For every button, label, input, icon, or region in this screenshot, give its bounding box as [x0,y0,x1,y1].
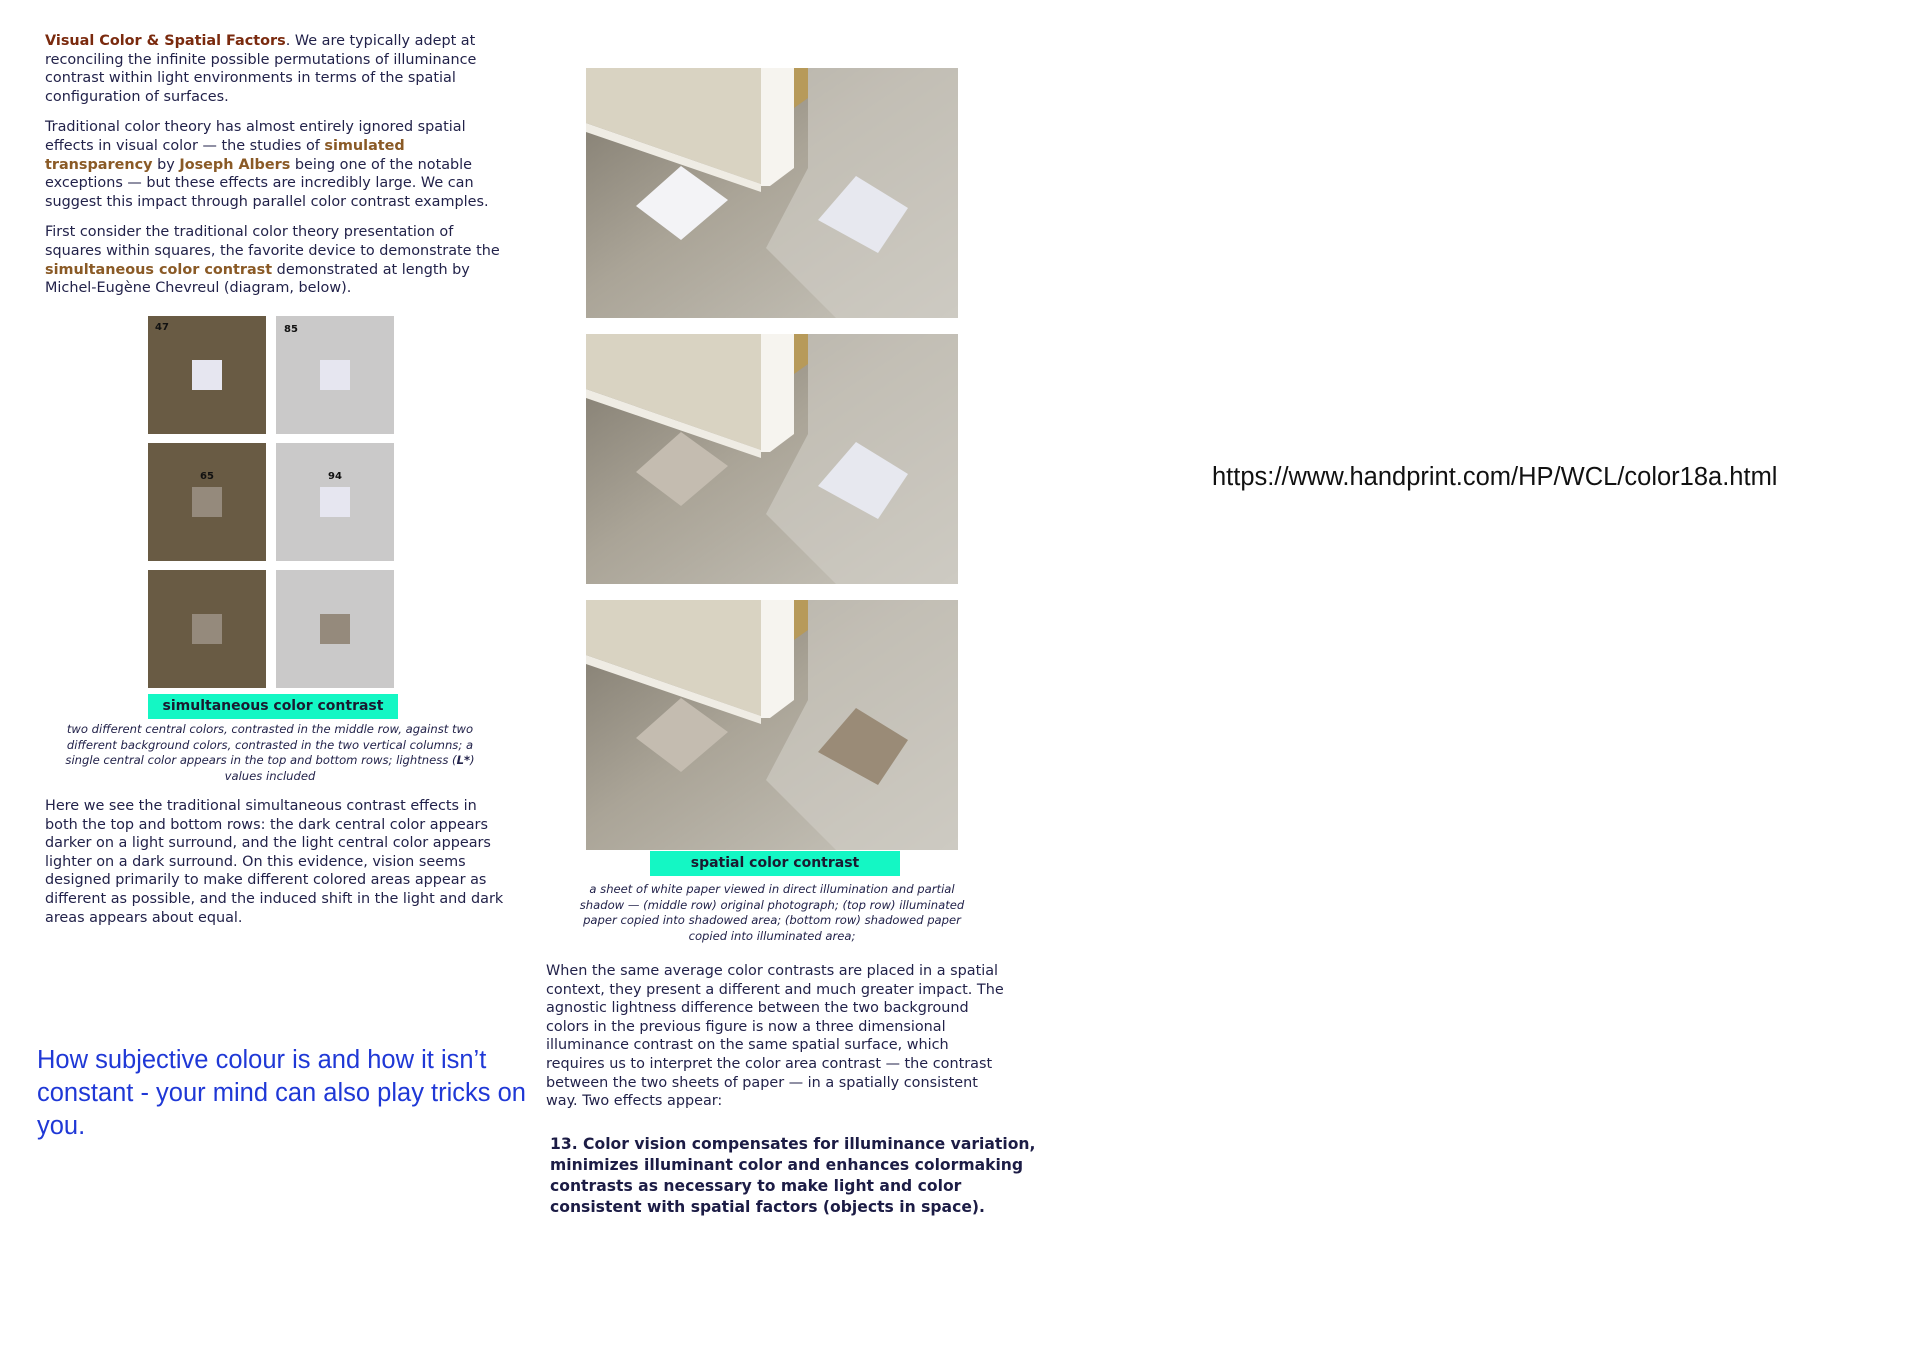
diagram-cell-light-bottom [276,570,394,688]
rule-13: 13. Color vision compensates for illuminance variation, minimizes illuminant color and enhances colormaking contrasts as necessary to make light and color consistent with spatial factors (objects in space). [550,1135,1036,1216]
diagram-cell-light-middle [276,443,394,561]
photo-illuminated-copy [586,68,958,318]
paragraph-text: demonstrated at length by Michel-Eugène Chevreul (diagram, below). [45,261,470,297]
caption-bold: L* [456,753,471,768]
simultaneous-contrast-link[interactable]: simultaneous color contrast [45,261,273,278]
contrast-effects-paragraph: Here we see the traditional simultaneous contrast effects in both the top and bottom rows: the dark central color appears darker on a light surround, and the light central color appears lighter on a dark surround. On this evidence, vision seems designed primarily to make different colored areas appear as different as possible, and the induced shift in the light and dark areas appears about equal. [45,798,504,926]
central-square [192,360,222,390]
lightness-label: 94 [328,471,342,482]
lightness-label: 47 [155,322,169,333]
simultaneous-contrast-diagram [148,316,394,688]
central-square [192,614,222,644]
spatial-context-paragraph: When the same average color contrasts are placed in a spatial context, they present a different and much greater impact. The agnostic lightness difference between the two background colors in the previous figure is now a three dimensional illuminance contrast on the same spatial surface, which requires us to interpret the color area contrast — the contrast between the two sheets of paper — in a spatially consistent way. Two effects appear: [546,963,1004,1110]
squares-paragraph [45,223,505,297]
annotation-note: How subjective colour is and how it isn’t constant - your mind can also play tricks on you. [37,1046,526,1140]
paragraph-text: by [152,156,180,173]
diagram-cell-light-top [276,316,394,434]
paragraph-text: Traditional color theory has almost entirely ignored spatial effects in visual color — the studies of [45,119,466,154]
caption-text: two different central colors, contrasted in the middle row, against two different background colors, contrasted in the two vertical columns; a single central color appears in the top and bottom rows; lightness ( [65,722,474,768]
photo-caption: a sheet of white paper viewed in direct illumination and partial shadow — (middle row) original photograph; (top row) illuminated paper copied into shadowed area; (bottom row) shadowed paper copied into illuminated area; [579,882,965,943]
diagram-caption [64,722,476,784]
diagram-cell-dark-middle [148,443,266,561]
section-heading: Visual Color & Spatial Factors [45,33,286,49]
photo-original [586,334,958,584]
photo-illustration [586,334,958,584]
central-square [192,487,222,517]
spatial-contrast-banner: spatial color contrast [650,851,900,876]
lightness-label: 65 [200,471,214,482]
photo-illustration [586,68,958,318]
paragraph-text: being one of the notable exceptions — but these effects are incredibly large. We can suggest this impact through parallel color contrast examples. [45,156,489,210]
central-square [320,360,350,390]
central-square [320,487,350,517]
paragraph-text: First consider the traditional color theory presentation of squares within squares, the favorite device to demonstrate the [45,224,500,259]
central-square [320,614,350,644]
diagram-cell-dark-top [148,316,266,434]
lightness-label: 85 [284,324,298,335]
left-column [45,32,505,310]
source-url[interactable]: https://www.handprint.com/HP/WCL/color18a.html [1212,463,1778,491]
joseph-albers-link[interactable]: Joseph Albers [179,156,291,173]
color-theory-paragraph [45,118,505,211]
intro-paragraph [45,32,505,106]
caption-text: ) values included [224,753,475,783]
intro-text: . We are typically adept at reconciling the infinite possible permutations of illuminance contrast within light environments in terms of the spatial configuration of surfaces. [45,33,477,105]
photo-illustration [586,600,958,850]
simulated-transparency-link[interactable]: simulated transparency [45,137,405,173]
photo-shadowed-copy [586,600,958,850]
simultaneous-contrast-banner: simultaneous color contrast [148,694,398,719]
diagram-cell-dark-bottom [148,570,266,688]
